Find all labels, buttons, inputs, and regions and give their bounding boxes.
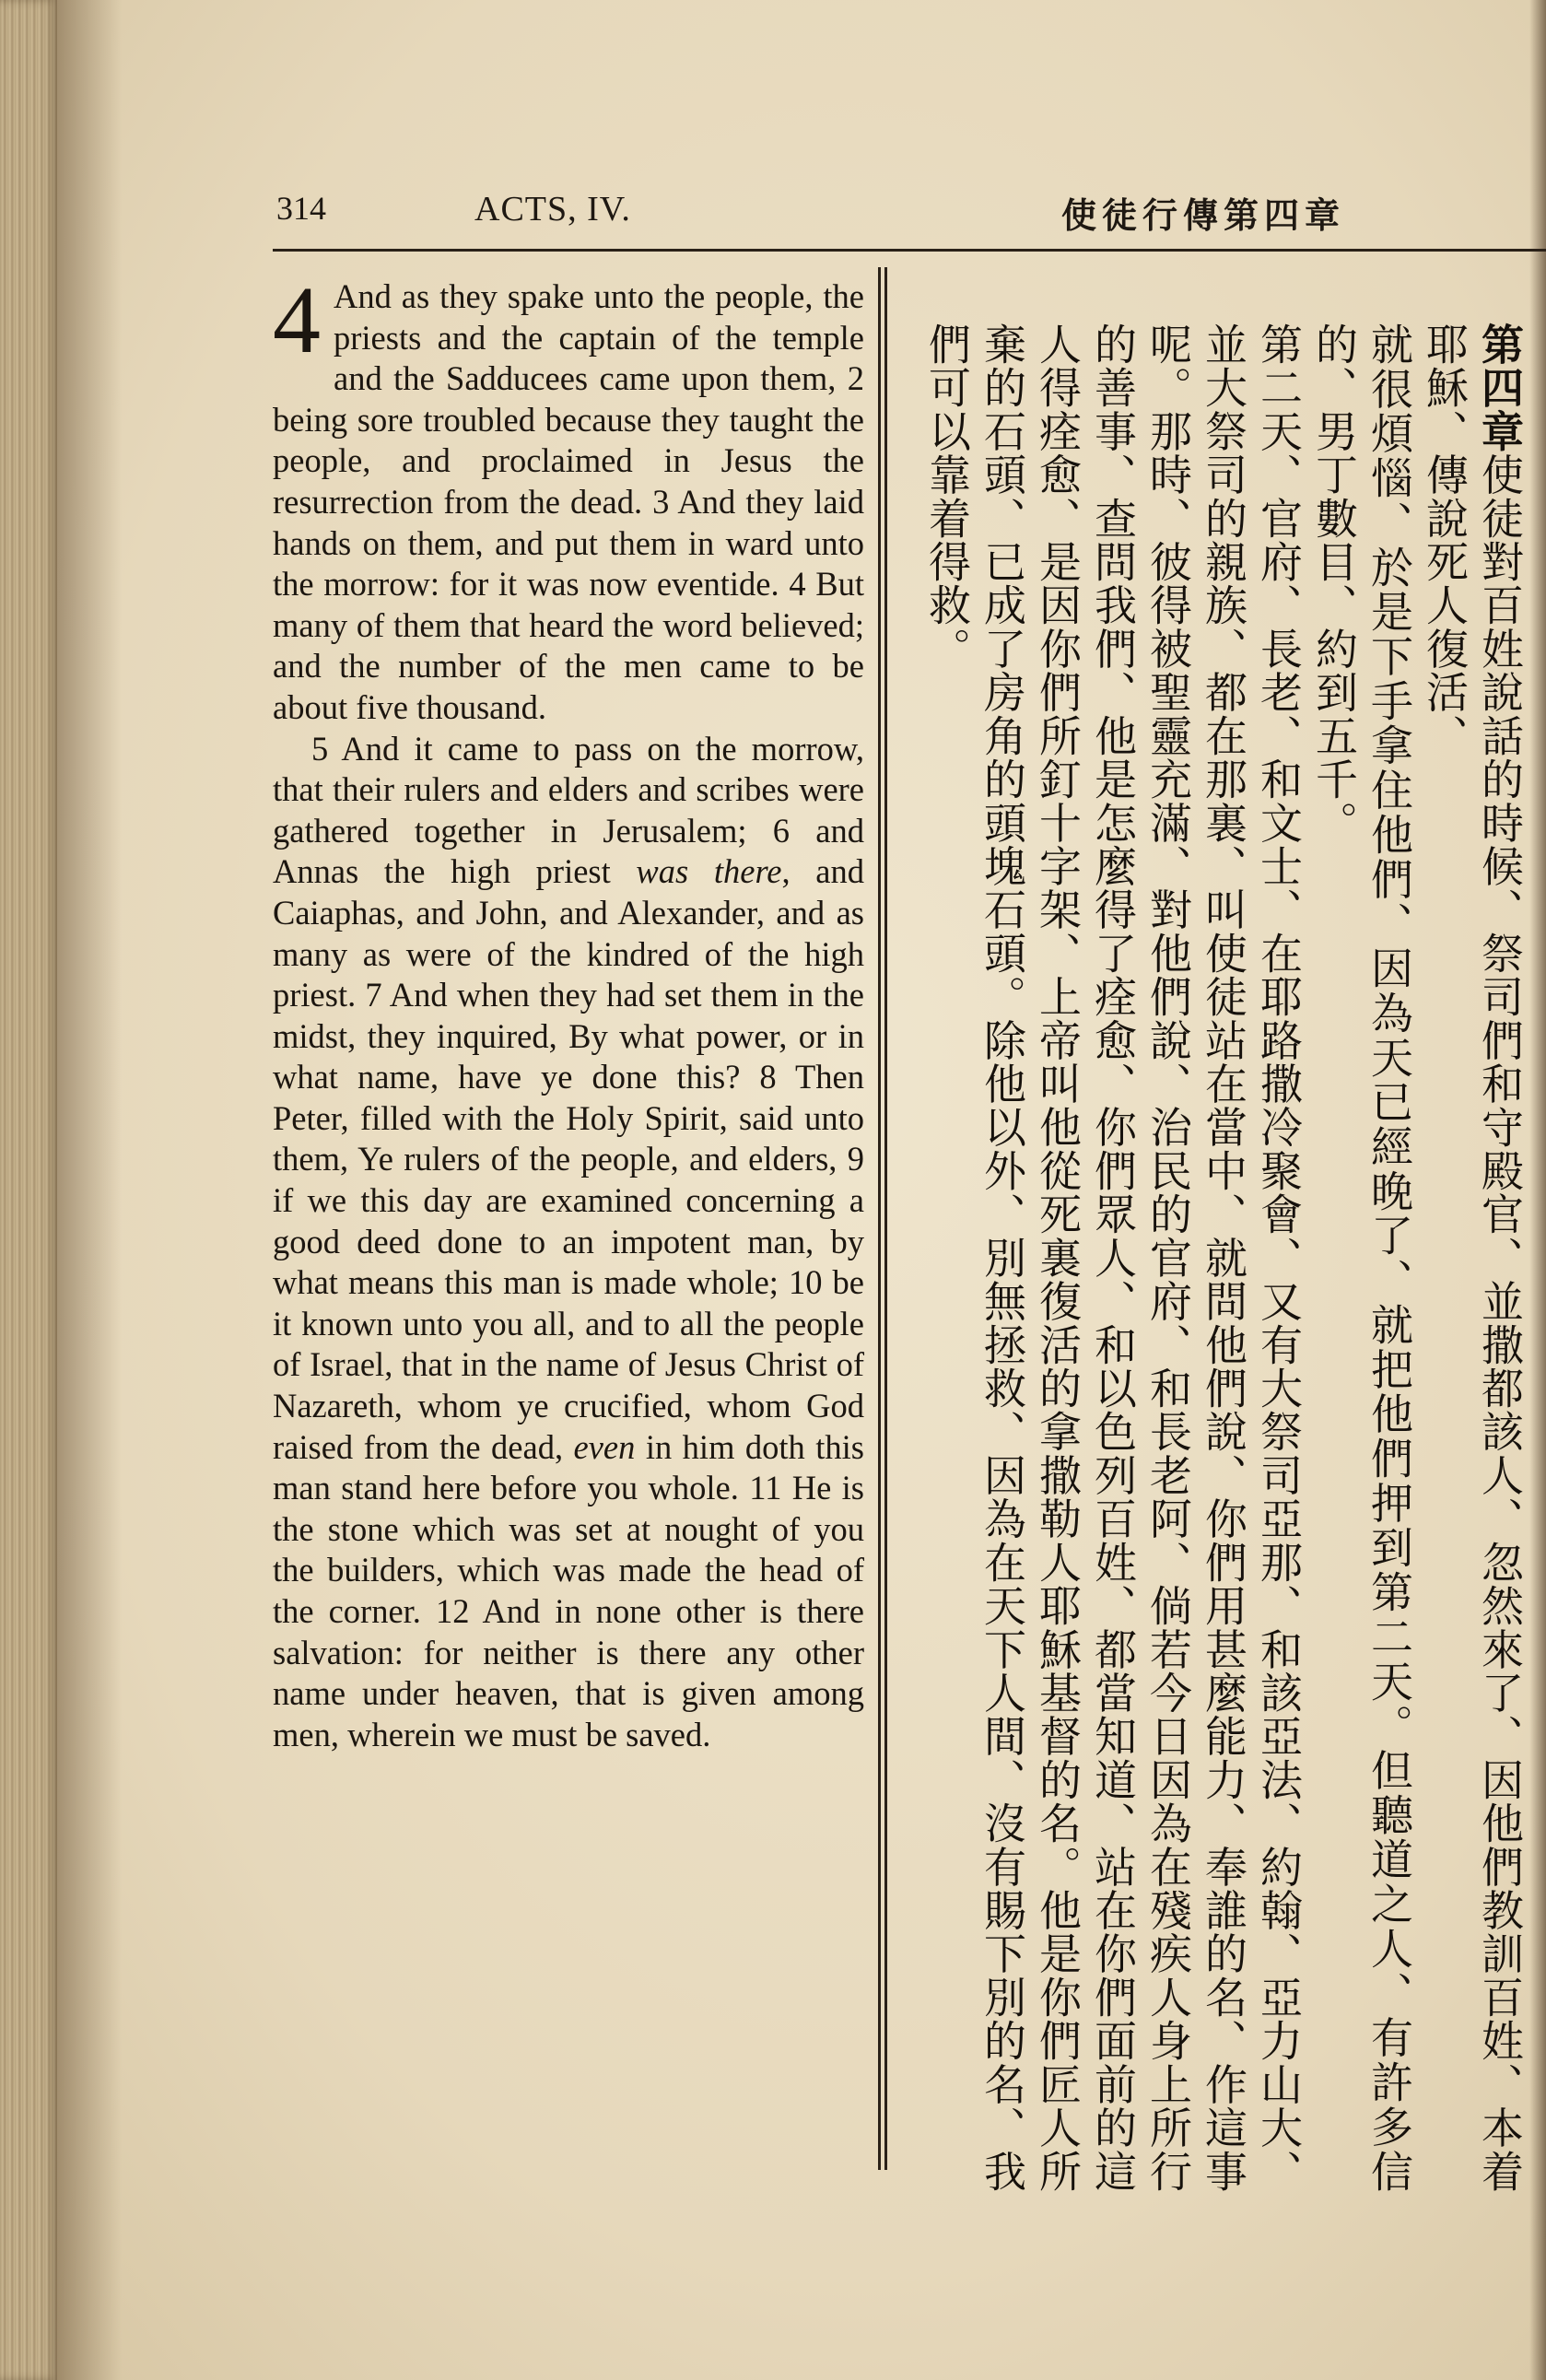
- english-para2-text-a: 5 And it came to pass on the morrow, that their rulers and elders and scribes were gathered together in Jerusalem; 6 and Annas the high priest: [273, 729, 864, 891]
- chinese-running-title: 使徒行傳第四章: [1060, 197, 1345, 236]
- english-para2-italic-1: was there: [636, 852, 782, 891]
- english-para2-text-b: , and Caiaphas, and John, and Alexander, and as many as were of the kindred of the high priest. 7 And when they had set them in the midst, they inquired, By what power, or in what name, have ye done this? 8 Then Peter, filled with the Holy Spirit, said unto them, Ye rulers of the people, and elders, 9 if we this day are examined concerning a good deed done to an impotent man, by what means this man is made whole; 10 be it known unto you all, and to all the people of Israel, that in the name of Jesus Christ of Nazareth, whom ye crucified, whom God raised from the dead,: [273, 852, 864, 1466]
- english-paragraph-2: [273, 729, 864, 1756]
- header-rule: [273, 249, 1546, 252]
- page-header: [276, 189, 1345, 244]
- chinese-chapter-heading: 第四章: [1475, 322, 1525, 453]
- english-para2-text-c: in him doth this man stand here before you whole. 11 He is the stone which was set at nought of you the builders, which was made the head of the corner. 12 And in none other is there salvation: for neither is there any other name under heaven, that is given among men, wherein we must be saved.: [273, 1427, 864, 1753]
- running-title: ACTS, IV.: [474, 190, 631, 229]
- page-number: 314: [276, 190, 326, 227]
- page-edges: [0, 0, 57, 2380]
- chinese-col-1-text: 使徒對百姓說話的時候、祭司們和守殿官、並撒都該人、忽然來了、因他們教訓百姓、本着耶穌、傳說死人復活、: [1420, 322, 1525, 2194]
- english-para2-italic-2: even: [573, 1427, 636, 1466]
- english-para1-text: And as they spake unto the people, the priests and the captain of the temple and the Sadducees came upon them, 2 being sore troubled because they taught the people, and proclaimed in Jesus the resurrection from the dead. 3 And they laid hands on them, and put them in ward unto the morrow: for it was now eventide. 4 But many of them that heard the word believed; and the number of the men came to be about five thousand.: [273, 277, 864, 726]
- column-divider-double: [884, 267, 887, 2170]
- english-paragraph-1: [273, 267, 864, 729]
- english-column: [273, 267, 864, 1755]
- chinese-col-3: 第二天、官府、長老、和文士、在耶路撒冷聚會、又有大祭司亞那、和該亞法、約翰、亞力山大、並大祭司的親族、都在那裏、叫使徒站在當中、就問他們說、你們用甚麼能力、奉誰的名、作這事呢。那時、彼得被聖靈充滿、對他們說、治民的官府、和長老阿、倘若今日因為在殘疾人身上所行的善事、查問我們、他是怎麼得了痊愈、你們眾人、和以色列百姓、都當知道、站在你們面前的這人得痊愈、是因你們所釘十字架、上帝叫他從死裏復活的拿撒勒人耶穌基督的名。他是你們匠人所棄的石頭、已成了房角的頭塊石頭。除他以外、別無拯救、因為在天下人間、沒有賜下別的名、我們可以靠着得救。: [922, 322, 1304, 2193]
- chapter-drop-cap: 4: [273, 267, 321, 373]
- chinese-col-1: [1417, 322, 1528, 2193]
- right-edge-shadow: [1529, 0, 1546, 2380]
- chinese-column: [892, 322, 1528, 2193]
- gutter-shadow: [57, 0, 122, 2380]
- chinese-col-2: 就很煩惱、於是下手拿住他們、因為天已經晚了、就把他們押到第二天。但聽道之人、有許多信的、男丁數目、約到五千。: [1309, 322, 1414, 2193]
- column-divider: [878, 267, 881, 2170]
